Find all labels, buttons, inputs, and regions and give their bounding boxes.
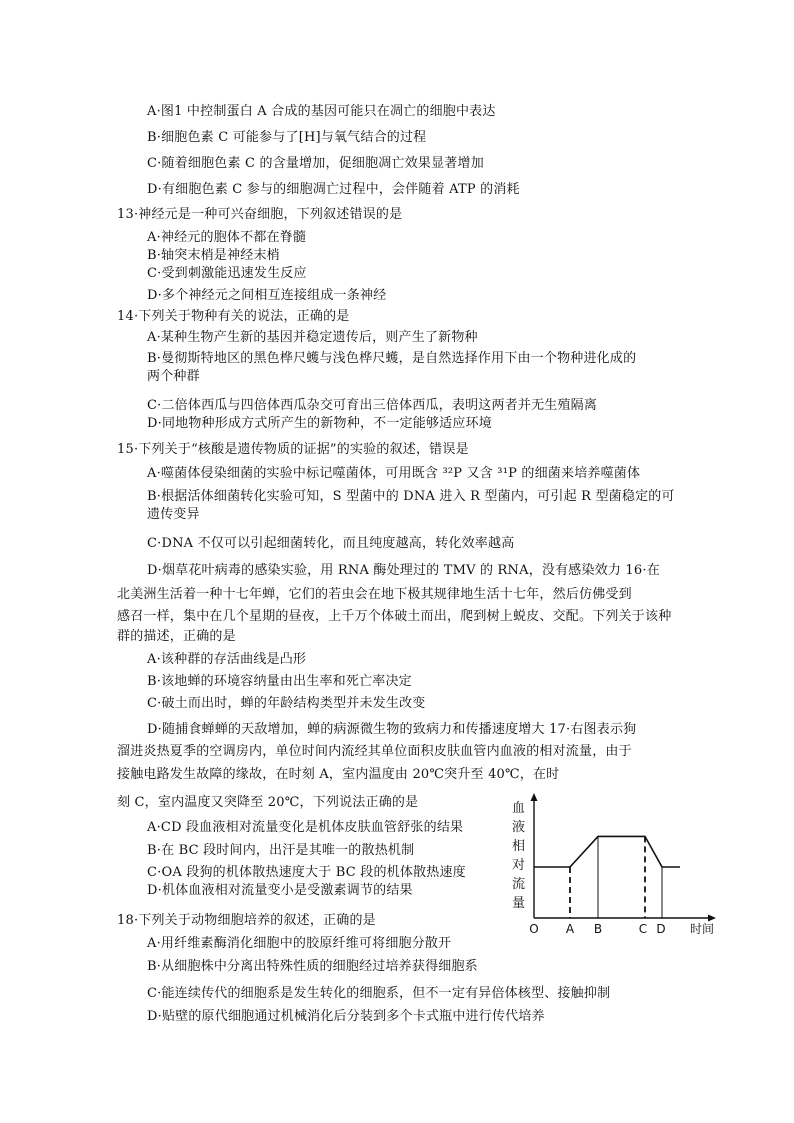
- q15-option-a: A·噬菌体侵染细菌的实验中标记噬菌体，可用既含 ³²P 又含 ³¹P 的细菌来培养噬菌体: [147, 466, 641, 481]
- y-axis-label-char: 血: [512, 801, 526, 816]
- x-tick-label: A: [565, 922, 575, 936]
- q17-option-b: B·在 BC 段时间内，出汗是其唯一的散热机制: [147, 843, 415, 858]
- q13-option-a: A·神经元的胞体不都在脊髓: [147, 230, 307, 245]
- q15-option-b: B·根据活体细菌转化实验可知，S 型菌中的 DNA 进入 R 型菌内，可引起 R 型菌稳定的可: [147, 489, 675, 504]
- y-axis-label-char: 量: [512, 896, 526, 911]
- q18-option-c: C·能连续传代的细胞系是发生转化的细胞系，但不一定有异倍体核型、接触抑制: [147, 986, 611, 1001]
- y-axis-label-char: 相: [512, 839, 526, 854]
- q12-option-b: B·细胞色素 C 可能参与了[H]与氧气结合的过程: [147, 130, 427, 145]
- blood-flow-chart: [500, 790, 730, 940]
- q16-option-d: D·随捕食蝉蝉的天敌增加，蝉的病源微生物的致病力和传播速度增大 17·右图表示狗: [147, 722, 637, 737]
- q16-option-b: B·该地蝉的环境容纳量由出生率和死亡率决定: [147, 674, 412, 689]
- q16-stem-line-3: 群的描述，正确的是: [117, 629, 236, 644]
- q17-option-d: D·机体血液相对流量变小是受激素调节的结果: [147, 883, 413, 898]
- q16-option-a: A·该种群的存活曲线是凸形: [147, 652, 307, 667]
- q14-option-c: C·二倍体西瓜与四倍体西瓜杂交可育出三倍体西瓜，表明这两者并无生殖隔离: [147, 398, 598, 413]
- q16-stem-line-1: 北美洲生活着一种十七年蝉，它们的若虫会在地下极其规律地生活十七年，然后仿佛受到: [117, 587, 632, 602]
- q12-option-a: A·图1 中控制蛋白 A 合成的基因可能只在凋亡的细胞中表达: [147, 104, 496, 119]
- q15-option-c: C·DNA 不仅可以引起细菌转化，而且纯度越高，转化效率越高: [147, 536, 515, 551]
- y-axis-arrow: [531, 793, 538, 801]
- x-tick-label: D: [656, 922, 666, 936]
- x-axis-arrow: [708, 915, 716, 922]
- q15-option-b-cont: 遗传变异: [147, 507, 200, 522]
- x-axis-label: 时间: [690, 922, 715, 936]
- q14-option-b-cont: 两个种群: [147, 369, 200, 384]
- q18-option-d: D·贴壁的原代细胞通过机械消化后分装到多个卡式瓶中进行传代培养: [147, 1009, 545, 1024]
- q18-stem: 18·下列关于动物细胞培养的叙述，正确的是: [117, 913, 376, 928]
- q14-option-b: B·曼彻斯特地区的黑色桦尺蠖与浅色桦尺蠖，是自然选择作用下由一个物种进化成的: [147, 351, 637, 366]
- y-axis-label-char: 液: [512, 820, 526, 835]
- q18-option-b: B·从细胞株中分离出特殊性质的细胞经过培养获得细胞系: [147, 959, 478, 974]
- q18-option-a: A·用纤维素酶消化细胞中的胶原纤维可将细胞分散开: [147, 936, 452, 951]
- q15-stem: 15·下列关于“核酸是遗传物质的证据”的实验的叙述，错误是: [117, 442, 469, 457]
- x-tick-label: O: [529, 922, 539, 936]
- q13-option-b: B·轴突末梢是神经末梢: [147, 248, 280, 263]
- y-axis-label: [512, 801, 525, 911]
- q16-stem-line-2: 感召一样，集中在几个星期的昼夜，上千万个体破土而出，爬到树上蜕皮、交配。下列关于该种: [117, 609, 672, 624]
- q17-stem-line-2: 接触电路发生故障的缘故，在时刻 A，室内温度由 20℃突升至 40℃，在时: [117, 767, 560, 782]
- q14-option-d: D·同地物种形成方式所产生的新物种，不一定能够适应环境: [147, 416, 492, 431]
- q12-option-c: C·随着细胞色素 C 的含量增加，促细胞凋亡效果显著增加: [147, 156, 484, 171]
- q15-option-d: D·烟草花叶病毒的感染实验，用 RNA 酶处理过的 TMV 的 RNA，没有感染效力 16·在: [147, 563, 660, 578]
- q17-stem-line-1: 溜进炎热夏季的空调房内，单位时间内流经其单位面积皮肤血管内血液的相对流量，由于: [117, 744, 632, 759]
- q14-option-a: A·某种生物产生新的基因并稳定遗传后，则产生了新物种: [147, 330, 478, 345]
- q13-option-c: C·受到刺激能迅速发生反应: [147, 266, 307, 281]
- q12-option-d: D·有细胞色素 C 参与的细胞凋亡过程中，会伴随着 ATP 的消耗: [147, 182, 520, 197]
- q16-option-c: C·破土而出时，蝉的年龄结构类型并未发生改变: [147, 696, 426, 711]
- q13-option-d: D·多个神经元之间相互连接组成一条神经: [147, 288, 387, 303]
- x-tick-label: B: [593, 922, 603, 936]
- y-axis-label-char: 流: [512, 877, 526, 892]
- q17-stem-line-3: 刻 C，室内温度又突降至 20℃，下列说法正确的是: [117, 795, 419, 810]
- q14-stem: 14·下列关于物种有关的说法，正确的是: [117, 309, 350, 324]
- q17-option-a: A·CD 段血液相对流量变化是机体皮肤血管舒张的结果: [147, 820, 464, 835]
- q13-stem: 13·神经元是一种可兴奋细胞，下列叙述错误的是: [117, 207, 403, 222]
- y-axis-label-char: 对: [512, 858, 526, 873]
- x-tick-label: C: [638, 922, 648, 936]
- series-line: [534, 836, 680, 867]
- q17-option-c: C·OA 段狗的机体散热速度大于 BC 段的机体散热速度: [147, 865, 466, 880]
